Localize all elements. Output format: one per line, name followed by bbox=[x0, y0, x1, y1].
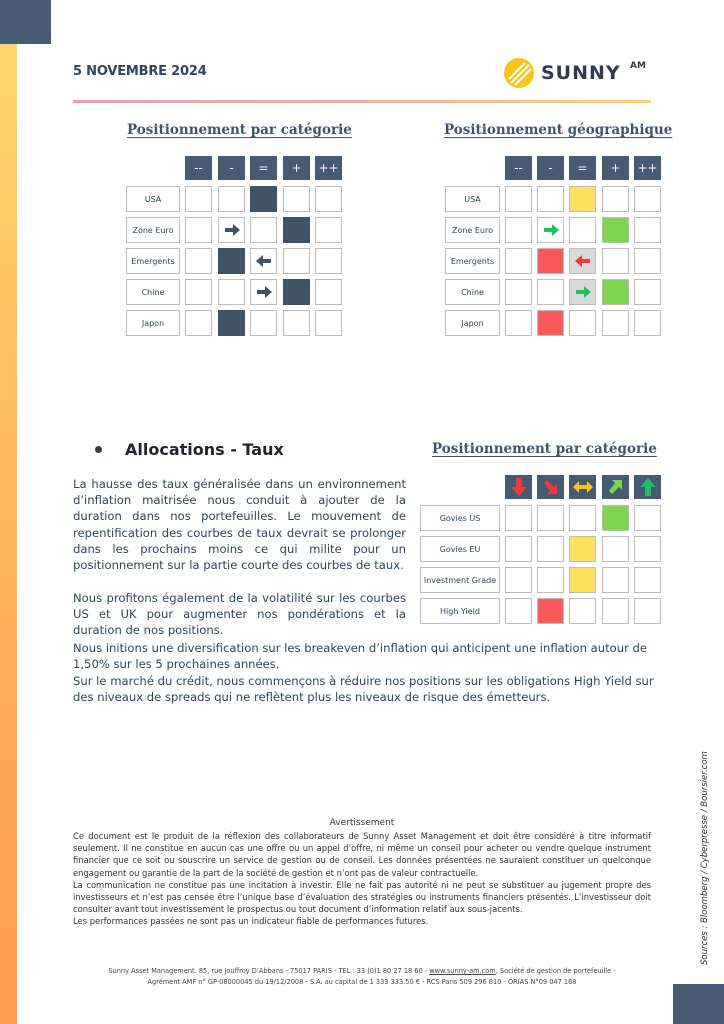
row-label-investment-grade: Investment Grade bbox=[420, 567, 500, 593]
row-label-chine: Chine bbox=[126, 279, 180, 305]
grid-cell bbox=[250, 310, 277, 336]
grid-cell bbox=[315, 186, 342, 212]
footer-line-1 bbox=[73, 966, 651, 977]
grid-cell bbox=[505, 186, 532, 212]
corner-block-bottom bbox=[673, 984, 724, 1024]
grid-cell bbox=[602, 598, 629, 624]
grid-cell-selected bbox=[537, 248, 564, 274]
grid-cell bbox=[569, 598, 596, 624]
sun-logo-icon bbox=[503, 57, 535, 89]
grid-cell-selected bbox=[218, 248, 245, 274]
grid-cell bbox=[505, 248, 532, 274]
grid-cell bbox=[505, 279, 532, 305]
grid-cell bbox=[185, 217, 212, 243]
grid-cell bbox=[185, 310, 212, 336]
left-accent-bar bbox=[0, 44, 17, 1024]
grid-cell bbox=[634, 217, 661, 243]
grid-cell bbox=[537, 186, 564, 212]
header-positive: + bbox=[602, 156, 629, 180]
grid-cell bbox=[537, 567, 564, 593]
header-arrow-up-right bbox=[602, 475, 629, 499]
grid-cell-selected bbox=[602, 217, 629, 243]
sunny-am-logo bbox=[503, 56, 653, 90]
grid-cell bbox=[634, 310, 661, 336]
grid-cell-selected bbox=[569, 567, 596, 593]
grid-cell bbox=[537, 505, 564, 531]
grid-cell bbox=[602, 186, 629, 212]
footer bbox=[73, 966, 651, 988]
grid-cell-selected bbox=[250, 186, 277, 212]
header-strong-positive: ++ bbox=[315, 156, 342, 180]
header-arrow-up bbox=[634, 475, 661, 499]
disclaimer-paragraph: Ce document est le produit de la réflexion des collaborateurs de Sunny Asset Management et doit être considéré à titre informatif seulement. Il ne constitue en aucun cas une offre ou un appel d’offre, ni même un conseil pour acheter ou vendre quelque instrument financier que ce soit ou souscrire un service de gestion ou de conseil. Les données présentées ne sauraient constituer un quelconque engagement ou garantie de la part de la société de gestion et n’ont pas de valeur contractuelle. bbox=[73, 831, 651, 878]
grid-cell bbox=[634, 505, 661, 531]
arrow-right-icon bbox=[256, 286, 272, 298]
grid-cell bbox=[602, 248, 629, 274]
row-label-zone-euro: Zone Euro bbox=[445, 217, 500, 243]
disclaimer-paragraph: Les performances passées ne sont pas un indicateur fiable de performances futures. bbox=[73, 916, 429, 927]
paragraph-duration: La hausse des taux généralisée dans un environnement d’inflation maitrisée nous conduit à ajouter de la duration dans nos portefeuilles. Le mouvement de repentification des courbes de taux devrait se prolonger dans les prochains moins ce qui milite pour un positionnement sur la partie courte des courbes de taux. bbox=[73, 477, 406, 573]
header-neutral: = bbox=[250, 156, 277, 180]
arrow-right-icon bbox=[224, 224, 240, 236]
grid-cell bbox=[505, 505, 532, 531]
grid-cell-arrow bbox=[569, 248, 596, 274]
grid-cell bbox=[218, 186, 245, 212]
row-label-govies-us: Govies US bbox=[420, 505, 500, 531]
grid-cell-selected bbox=[283, 279, 310, 305]
grid-cell-arrow bbox=[218, 217, 245, 243]
disclaimer-paragraph: La communication ne constitue pas une incitation à investir. Elle ne fait pas autorité ni ne peut se substituer au jugement propre des investisseurs et n’est pas censée être l’unique base d’évaluation des stratégies ou instruments financiers présentés. L’investisseur doit consulter avant tout investissement le prospectus ou tout document d’information relatif aux sous-jacents. bbox=[73, 879, 651, 915]
grid-taux-title: Positionnement par catégorie bbox=[432, 441, 657, 457]
grid-cell-selected bbox=[283, 217, 310, 243]
row-label-usa: USA bbox=[445, 186, 500, 212]
grid-cell-arrow bbox=[537, 217, 564, 243]
header-strong-positive: ++ bbox=[634, 156, 661, 180]
grid-cell-arrow bbox=[250, 248, 277, 274]
grid-cell bbox=[283, 248, 310, 274]
grid-cell bbox=[537, 279, 564, 305]
grid-cell-selected bbox=[602, 505, 629, 531]
disclaimer-title: Avertissement bbox=[329, 818, 395, 828]
grid-cell-arrow bbox=[569, 279, 596, 305]
grid-cell bbox=[315, 279, 342, 305]
grid-cell bbox=[505, 217, 532, 243]
row-label-emergents: Emergents bbox=[445, 248, 500, 274]
grid-cell bbox=[602, 310, 629, 336]
grid-cell bbox=[315, 217, 342, 243]
logo-text: SUNNY bbox=[541, 62, 621, 84]
paragraph-breakeven: Nous initions une diversification sur les breakeven d’inflation qui anticipent une inflation autour de 1,50% sur les 5 prochaines années. bbox=[73, 641, 648, 672]
header-gradient-rule bbox=[73, 100, 651, 103]
section-title: Allocations - Taux bbox=[125, 440, 284, 459]
header-arrow-down-right bbox=[537, 475, 564, 499]
grid-cell bbox=[634, 186, 661, 212]
grid-cell bbox=[569, 217, 596, 243]
grid-cell bbox=[283, 310, 310, 336]
grid-cell-selected bbox=[537, 598, 564, 624]
sources-note: Sources : Bloomberg / Cyberpresse / Boursier.com bbox=[700, 751, 710, 965]
footer-line-2: Agrément AMF n° GP-08000045 du 19/12/2008 - S.A. au capital de 1 333 333.50 € - RCS Paris 509 296 810 - ORIAS N°09 047 168 bbox=[147, 978, 577, 986]
grid-cell bbox=[185, 186, 212, 212]
grid-cell-selected bbox=[569, 536, 596, 562]
header-neutral: = bbox=[569, 156, 596, 180]
grid-cell bbox=[602, 567, 629, 593]
arrow-up-icon bbox=[640, 478, 656, 496]
grid-cell bbox=[634, 536, 661, 562]
grid-cell bbox=[537, 536, 564, 562]
header-arrow-down bbox=[505, 475, 532, 499]
header-strong-negative: -- bbox=[185, 156, 212, 180]
row-label-govies-eu: Govies EU bbox=[420, 536, 500, 562]
arrow-left-icon bbox=[575, 255, 591, 267]
grid-cell bbox=[634, 598, 661, 624]
row-label-japon: Japon bbox=[445, 310, 500, 336]
footer-address: Sunny Asset Management. 85, rue Jouffroy D’Abbans - 75017 PARIS - TEL : 33 (0)1 80 27 18 60 - bbox=[108, 967, 430, 975]
arrow-down-right-icon bbox=[542, 478, 560, 496]
grid-cell-arrow bbox=[250, 279, 277, 305]
report-date: 5 NOVEMBRE 2024 bbox=[73, 64, 207, 79]
arrow-down-icon bbox=[511, 478, 527, 496]
row-label-usa: USA bbox=[126, 186, 180, 212]
grid-cell-selected bbox=[218, 310, 245, 336]
header-positive: + bbox=[283, 156, 310, 180]
corner-block-top bbox=[0, 0, 51, 44]
header-negative: - bbox=[537, 156, 564, 180]
grid-geo-title: Positionnement géographique bbox=[444, 122, 673, 138]
grid-cell bbox=[602, 536, 629, 562]
grid-cell bbox=[634, 567, 661, 593]
row-label-chine: Chine bbox=[445, 279, 500, 305]
grid-cell-selected bbox=[537, 310, 564, 336]
header-arrow-left-right bbox=[569, 475, 596, 499]
arrow-right-icon bbox=[543, 224, 559, 236]
row-label-japon: Japon bbox=[126, 310, 180, 336]
arrow-left-right-icon bbox=[573, 481, 593, 493]
header-negative: - bbox=[218, 156, 245, 180]
grid-cell bbox=[218, 279, 245, 305]
grid-cell bbox=[569, 505, 596, 531]
grid-cell bbox=[315, 248, 342, 274]
row-label-high-yield: High Yield bbox=[420, 598, 500, 624]
grid-cell bbox=[283, 186, 310, 212]
website-link[interactable]: www.sunny-am.com bbox=[429, 967, 496, 975]
arrow-left-icon bbox=[256, 255, 272, 267]
logo-superscript: AM bbox=[630, 61, 646, 71]
grid-cell bbox=[634, 248, 661, 274]
row-label-zone-euro: Zone Euro bbox=[126, 217, 180, 243]
row-label-emergents: Emergents bbox=[126, 248, 180, 274]
section-bullet bbox=[95, 446, 102, 453]
grid-cell-selected bbox=[602, 279, 629, 305]
disclaimer-body bbox=[73, 830, 651, 928]
arrow-right-icon bbox=[575, 286, 591, 298]
paragraph-credit: Sur le marché du crédit, nous commençons à réduire nos positions sur les obligations High Yield sur des niveaux de spreads qui ne reflètent plus les niveaux de risque des émetteurs. bbox=[73, 674, 654, 705]
grid-cell bbox=[505, 536, 532, 562]
grid-cell bbox=[634, 279, 661, 305]
arrow-up-right-icon bbox=[607, 478, 625, 496]
grid-cell bbox=[569, 310, 596, 336]
footer-company-type: , Société de gestion de portefeuille - bbox=[495, 967, 616, 975]
grid-cell bbox=[250, 217, 277, 243]
grid-cell bbox=[185, 279, 212, 305]
header-strong-negative: -- bbox=[505, 156, 532, 180]
grid-categorie-title: Positionnement par catégorie bbox=[127, 122, 352, 138]
grid-cell bbox=[505, 598, 532, 624]
grid-cell bbox=[505, 310, 532, 336]
grid-cell bbox=[315, 310, 342, 336]
grid-cell-selected bbox=[569, 186, 596, 212]
grid-cell bbox=[505, 567, 532, 593]
grid-cell bbox=[185, 248, 212, 274]
paragraph-volatilite: Nous profitons également de la volatilité sur les courbes US et UK pour augmenter nos pondérations et la duration de nos positions. bbox=[73, 591, 406, 638]
